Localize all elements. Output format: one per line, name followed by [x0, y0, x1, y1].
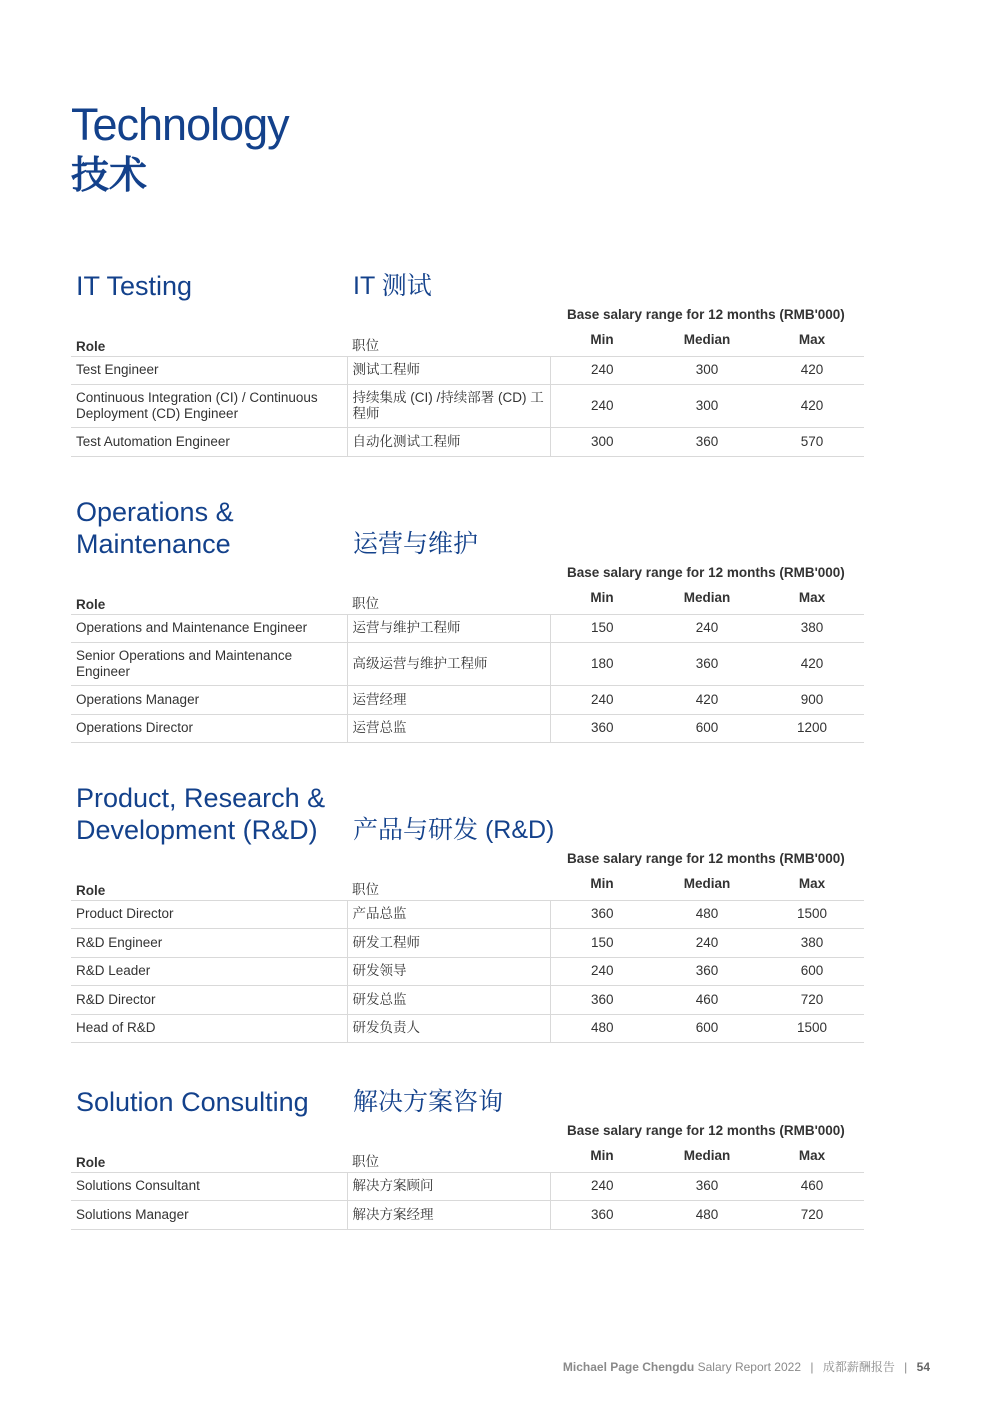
header-role: Role	[76, 882, 106, 898]
cell-median: 360	[695, 433, 719, 449]
table-header-row	[71, 1144, 864, 1172]
header-role-zh: 职位	[352, 337, 379, 353]
cell-max: 420	[800, 398, 824, 413]
cell-median: 240	[695, 934, 719, 950]
header-min: Min	[590, 876, 614, 891]
header-role-zh: 职位	[352, 1153, 379, 1169]
page-number: 54	[916, 1360, 930, 1374]
table-header-row	[71, 586, 864, 614]
footer-separator: |	[904, 1360, 908, 1374]
salary-table	[71, 872, 864, 1043]
cell-role-zh: 运营经理	[347, 686, 550, 715]
cell-min: 360	[590, 720, 614, 736]
cell-role-zh: 持续集成 (CI) /持续部署 (CD) 工程师	[347, 385, 550, 428]
section-title-en: IT Testing	[76, 271, 193, 301]
section-title-zh: 运营与维护	[353, 530, 479, 558]
cell-role: Operations Manager	[76, 691, 200, 707]
cell-role: R&D Director	[76, 991, 156, 1007]
cell-max: 420	[800, 656, 824, 671]
cell-role: Operations Director	[76, 720, 194, 736]
header-max: Max	[798, 332, 826, 347]
cell-role-zh: 解决方案顾问	[347, 1172, 550, 1201]
table-row	[71, 929, 864, 958]
cell-max: 460	[800, 1178, 824, 1194]
header-role-zh: 职位	[352, 595, 379, 611]
cell-role-zh: 测试工程师	[347, 356, 550, 385]
page-title-zh: 技术	[71, 155, 148, 197]
cell-median: 460	[695, 991, 719, 1007]
cell-role-zh: 运营与维护工程师	[347, 614, 550, 643]
page-title-en: Technology	[71, 99, 289, 150]
salary-range-caption: Base salary range for 12 months (RMB'000)	[567, 1123, 845, 1138]
table-header-row	[71, 328, 864, 356]
cell-max: 570	[800, 433, 824, 449]
header-role: Role	[76, 338, 106, 354]
cell-min: 240	[590, 963, 614, 979]
cell-median: 480	[695, 1206, 719, 1222]
table-row	[71, 957, 864, 986]
section-title-en: Solution Consulting	[76, 1087, 309, 1117]
table-row	[71, 986, 864, 1015]
cell-max: 1500	[796, 1020, 828, 1036]
page-title	[71, 100, 289, 200]
cell-max: 380	[800, 934, 824, 950]
header-min: Min	[590, 590, 614, 605]
header-max: Max	[798, 876, 826, 891]
cell-min: 180	[590, 656, 614, 671]
header-max: Max	[798, 1148, 826, 1163]
footer-separator: |	[810, 1360, 814, 1374]
cell-role-zh: 研发总监	[347, 986, 550, 1015]
cell-median: 420	[695, 691, 719, 707]
table-row	[71, 385, 864, 428]
cell-max: 720	[800, 1206, 824, 1222]
header-role: Role	[76, 596, 106, 612]
table-row	[71, 900, 864, 929]
header-median: Median	[683, 590, 731, 605]
cell-role-zh: 解决方案经理	[347, 1201, 550, 1230]
cell-min: 360	[590, 1206, 614, 1222]
cell-min: 360	[590, 991, 614, 1007]
cell-role: Solutions Consultant	[76, 1178, 200, 1194]
cell-max: 1500	[796, 906, 828, 922]
cell-median: 360	[695, 963, 719, 979]
table-header-row	[71, 872, 864, 900]
cell-role-zh: 研发负责人	[347, 1014, 550, 1043]
page-footer	[563, 1359, 930, 1375]
cell-role-zh: 高级运营与维护工程师	[347, 643, 550, 686]
cell-role: Product Director	[76, 906, 174, 922]
footer-report: Salary Report 2022	[697, 1360, 801, 1374]
footer-brand: Michael Page Chengdu	[562, 1360, 695, 1374]
cell-role: Head of R&D	[76, 1020, 156, 1036]
salary-table	[71, 328, 864, 457]
header-role-zh: 职位	[352, 881, 379, 897]
table-row	[71, 1172, 864, 1201]
cell-median: 360	[695, 1178, 719, 1194]
header-min: Min	[590, 332, 614, 347]
header-role: Role	[76, 1154, 106, 1170]
section-title-en: Operations & Maintenance	[76, 497, 234, 559]
cell-role: Solutions Manager	[76, 1206, 189, 1222]
cell-max: 420	[800, 362, 824, 378]
section-title-en: Product, Research & Development (R&D)	[76, 783, 326, 845]
cell-role-zh: 自动化测试工程师	[347, 428, 550, 457]
cell-role: R&D Engineer	[76, 934, 163, 950]
cell-min: 300	[590, 433, 614, 449]
table-row	[71, 714, 864, 743]
section-title-zh: IT 测试	[353, 272, 432, 300]
cell-min: 150	[590, 934, 614, 950]
footer-report-zh: 成都薪酬报告	[822, 1360, 895, 1374]
header-median: Median	[683, 876, 731, 891]
cell-min: 150	[590, 620, 614, 636]
cell-role: Operations and Maintenance Engineer	[76, 620, 308, 636]
cell-role-zh: 产品总监	[347, 900, 550, 929]
table-row	[71, 1014, 864, 1043]
table-row	[71, 614, 864, 643]
salary-range-caption: Base salary range for 12 months (RMB'000)	[567, 851, 845, 866]
table-row	[71, 1201, 864, 1230]
salary-table	[71, 1144, 864, 1230]
cell-median: 300	[695, 362, 719, 378]
cell-role: Senior Operations and Maintenance Engineer	[76, 648, 293, 679]
section-title-zh: 解决方案咨询	[353, 1088, 504, 1116]
cell-max: 720	[800, 991, 824, 1007]
cell-median: 600	[695, 1020, 719, 1036]
cell-role-zh: 研发领导	[347, 957, 550, 986]
cell-role: R&D Leader	[76, 963, 151, 979]
cell-role: Test Automation Engineer	[76, 433, 230, 449]
cell-min: 480	[590, 1020, 614, 1036]
header-median: Median	[683, 1148, 731, 1163]
cell-role-zh: 运营总监	[347, 714, 550, 743]
cell-min: 240	[590, 362, 614, 378]
section-title-zh: 产品与研发 (R&D)	[353, 816, 555, 844]
cell-role-zh: 研发工程师	[347, 929, 550, 958]
salary-table	[71, 586, 864, 743]
table-row	[71, 643, 864, 686]
table-row	[71, 356, 864, 385]
cell-min: 360	[590, 906, 614, 922]
header-max: Max	[798, 590, 826, 605]
cell-max: 600	[800, 963, 824, 979]
cell-min: 240	[590, 398, 614, 413]
cell-role: Test Engineer	[76, 362, 159, 378]
salary-range-caption: Base salary range for 12 months (RMB'000)	[567, 307, 845, 322]
cell-median: 300	[695, 398, 719, 413]
cell-median: 240	[695, 620, 719, 636]
header-min: Min	[590, 1148, 614, 1163]
cell-median: 600	[695, 720, 719, 736]
header-median: Median	[683, 332, 731, 347]
cell-median: 480	[695, 906, 719, 922]
table-row	[71, 428, 864, 457]
table-row	[71, 686, 864, 715]
cell-max: 900	[800, 691, 824, 707]
cell-median: 360	[695, 656, 719, 671]
cell-max: 1200	[796, 720, 828, 736]
cell-role: Continuous Integration (CI) / Continuous Deployment (CD) Engineer	[76, 390, 318, 421]
cell-min: 240	[590, 1178, 614, 1194]
salary-range-caption: Base salary range for 12 months (RMB'000)	[567, 565, 845, 580]
cell-min: 240	[590, 691, 614, 707]
cell-max: 380	[800, 620, 824, 636]
